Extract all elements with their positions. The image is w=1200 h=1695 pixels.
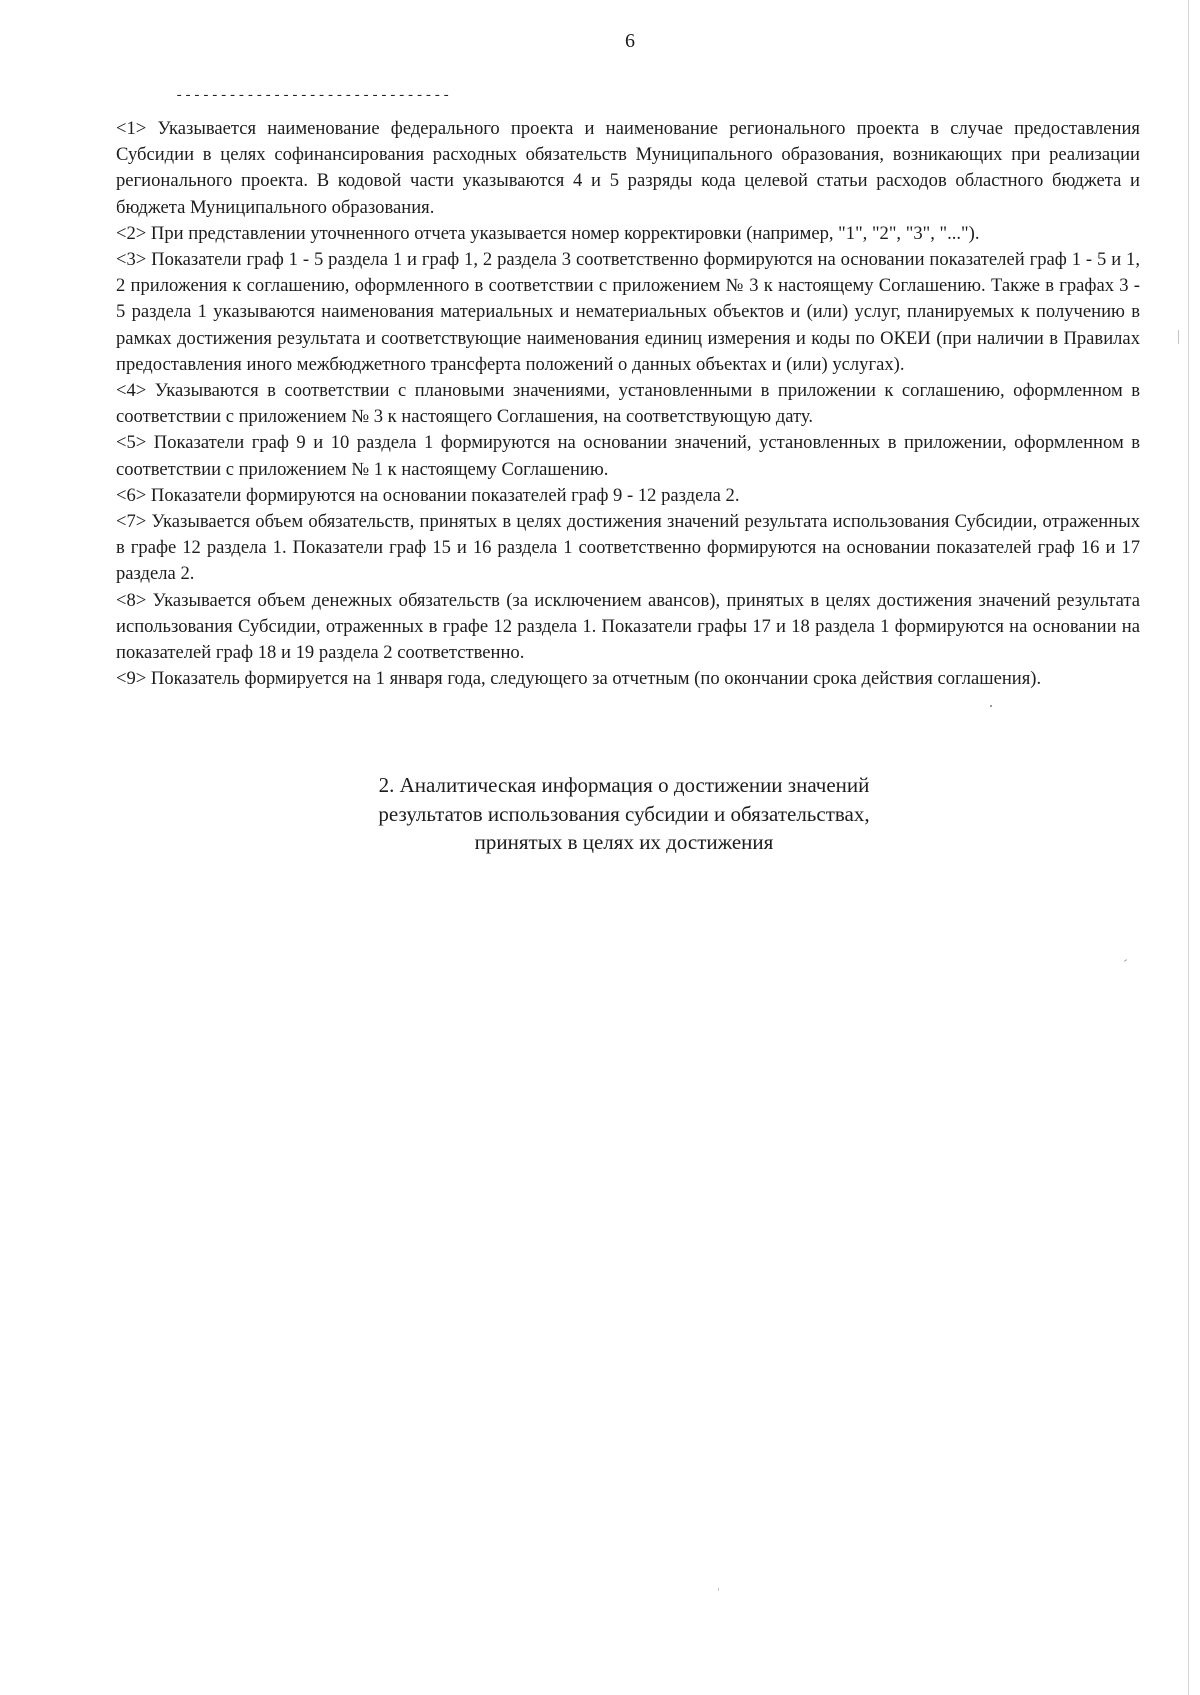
scan-edge-line	[1188, 0, 1189, 1695]
scan-speck	[1124, 959, 1127, 962]
footnote-2: <2> При представлении уточненного отчета указывается номер корректировки (например, "1", "2", "3", "...").	[116, 222, 980, 244]
footnote-4: <4> Указываются в соответствии с плановыми значениями, установленными в приложении к соглашению, оформленном в соответствии с приложением № 3 к настоящего Соглашения, на соответствующую дату.	[116, 380, 1140, 428]
footnote-1: <1> Указывается наименование федерального проекта и наименование регионального проекта в случае предоставления Субсидии в целях софинансирования расходных обязательств Муниципального образования, возникающих при реализации регионального проекта. В кодовой части указываются 4 и 5 разряды кода целевой статьи расходов областного бюджета и бюджета Муниципального образования.	[116, 118, 1140, 218]
section-heading-line-1: 2. Аналитическая информация о достижении значений	[378, 773, 870, 797]
section-heading-line-3: принятых в целях их достижения	[474, 830, 774, 854]
section-heading-line-2: результатов использования субсидии и обязательствах,	[378, 801, 870, 826]
scan-speck	[990, 705, 992, 707]
footnote-7: <7> Указывается объем обязательств, принятых в целях достижения значений результата использования Субсидии, отраженных в графе 12 раздела 1. Показатели граф 15 и 16 раздела 1 соответственно формируются на основании показателей граф 16 и 17 раздела 2.	[116, 511, 1140, 585]
page-number: 6	[625, 30, 635, 52]
footnote-3: <3> Показатели граф 1 - 5 раздела 1 и граф 1, 2 раздела 3 соответственно формируются на основании показателей граф 1 - 5 и 1, 2 приложения к соглашению, оформленного в соответствии с приложением № 3 к настоящему Соглашению. Также в графах 3 - 5 раздела 1 указываются наименования материальных и нематериальных объектов и (или) услуг, планируемых к получению в рамках достижения результата и соответствующие наименования единиц измерения и коды по ОКЕИ (при наличии в Правилах предоставления иного межбюджетного трансферта положений о данных объектах и (или) услугах).	[116, 249, 1140, 375]
footnote-9: <9> Показатель формируется на 1 января года, следующего за отчетным (по окончании срока действия соглашения).	[116, 668, 1042, 690]
scan-speck	[1178, 330, 1179, 344]
footnote-8: <8> Указывается объем денежных обязательств (за исключением авансов), принятых в целях достижения значений результата использования Субсидии, отраженных в графе 12 раздела 1. Показатели графы 17 и 18 раздела 1 формируются на основании на показателей граф 18 и 19 раздела 2 соответственно.	[116, 589, 1140, 664]
footnote-5: <5> Показатели граф 9 и 10 раздела 1 формируются на основании значений, установленных в приложении, оформленном в соответствии с приложением № 1 к настоящему Соглашению.	[116, 432, 1140, 480]
footnotes-list	[116, 116, 1140, 692]
section-heading	[200, 771, 1048, 857]
footnote-6: <6> Показатели формируются на основании показателей граф 9 - 12 раздела 2.	[116, 484, 740, 506]
scan-speck	[718, 1588, 719, 1591]
footnote-separator: -------------------------------	[175, 88, 451, 104]
